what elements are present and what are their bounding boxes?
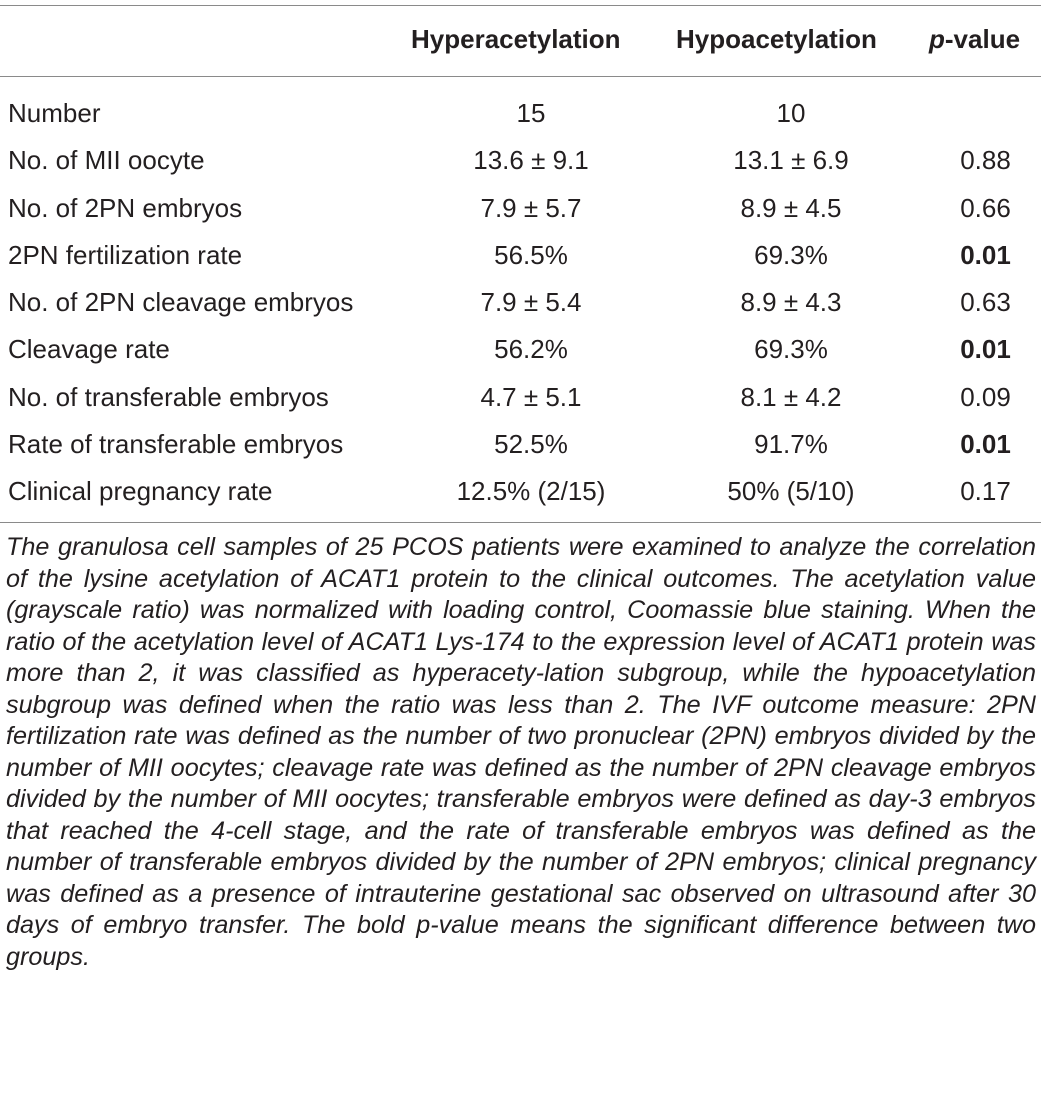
row-label: Cleavage rate (8, 334, 170, 365)
hypo-value: 69.3% (754, 334, 828, 365)
p-value: 0.17 (960, 476, 1011, 507)
table-row (0, 466, 1041, 513)
header-hypoacetylation: Hypoacetylation (676, 24, 877, 54)
table-row (0, 135, 1041, 182)
hypo-value: 69.3% (754, 239, 828, 270)
table-body (0, 88, 1041, 514)
table-row (0, 372, 1041, 419)
table-header-rule (0, 76, 1041, 77)
header-hyperacetylation: Hyperacetylation (411, 24, 621, 54)
hypo-value: 91.7% (754, 429, 828, 460)
header-p-suffix: -value (944, 24, 1021, 54)
p-value: 0.09 (960, 381, 1011, 412)
row-label: Clinical pregnancy rate (8, 476, 273, 507)
hypo-value: 10 (776, 98, 806, 128)
p-value-significant: 0.01 (960, 239, 1011, 270)
row-label: No. of transferable embryos (8, 381, 329, 412)
header-p-letter: p (929, 24, 945, 54)
row-label: No. of 2PN embryos (8, 192, 243, 223)
hypo-value: 8.9 ± 4.3 (740, 287, 842, 318)
p-value-significant: 0.01 (960, 334, 1011, 365)
hypo-value: 50% (5/10) (727, 476, 855, 507)
row-label: Rate of transferable embryos (8, 429, 344, 460)
hyper-value: 13.6 ± 9.1 (473, 145, 589, 176)
p-value-significant: 0.01 (960, 429, 1011, 460)
table-row (0, 324, 1041, 371)
hypo-value: 13.1 ± 6.9 (733, 145, 849, 176)
hypo-value: 8.1 ± 4.2 (740, 381, 842, 412)
hyper-value: 12.5% (2/15) (456, 476, 606, 507)
table-row (0, 183, 1041, 230)
table-bottom-rule (0, 522, 1041, 523)
header-p-value (929, 24, 1020, 55)
hyper-value: 4.7 ± 5.1 (480, 381, 582, 412)
hyper-value: 15 (516, 98, 546, 128)
hyper-value: 7.9 ± 5.7 (480, 192, 582, 223)
table-caption: The granulosa cell samples of 25 PCOS patients were examined to analyze the correlation of the lysine acetylation of ACAT1 protein to the clinical outcomes. The acetylation value (grayscale ratio) was normalized with loading control, Coomassie blue staining. When the ratio of the acetylation level of ACAT1 Lys-174 to the expression level of ACAT1 protein was more than 2, it was classified as hyperacety-lation subgroup, while the hypoacetylation subgroup was defined when the ratio was less than 2. The IVF outcome measure: 2PN fertilization rate was defined as the number of two pronuclear (2PN) embryos divided by the number of MII oocytes; cleavage rate was defined as the number of 2PN cleavage embryos divided by the number of MII oocytes; transferable embryos were defined as day-3 embryos that reached the 4-cell stage, and the rate of transferable embryos was defined as the number of transferable embryos divided by the number of 2PN embryos; clinical pregnancy was defined as a presence of intrauterine gestational sac observed on ultrasound after 30 days of embryo transfer. The bold p-value means the significant difference between two groups. (6, 533, 1036, 971)
row-label: No. of MII oocyte (8, 145, 205, 176)
table-row (0, 230, 1041, 277)
hyper-value: 7.9 ± 5.4 (480, 287, 582, 318)
hypo-value: 8.9 ± 4.5 (740, 192, 842, 223)
hyper-value: 56.2% (494, 334, 568, 365)
hyper-value: 56.5% (494, 239, 568, 270)
row-label: 2PN fertilization rate (8, 239, 243, 270)
hyper-value: 52.5% (494, 429, 568, 460)
table-row (0, 277, 1041, 324)
p-value: 0.88 (960, 145, 1011, 176)
row-label: Number (8, 98, 101, 128)
table-row (0, 419, 1041, 466)
p-value: 0.66 (960, 192, 1011, 223)
row-label: No. of 2PN cleavage embryos (8, 287, 354, 318)
table-row (0, 88, 1041, 135)
p-value: 0.63 (960, 287, 1011, 318)
table-top-rule (0, 5, 1041, 6)
